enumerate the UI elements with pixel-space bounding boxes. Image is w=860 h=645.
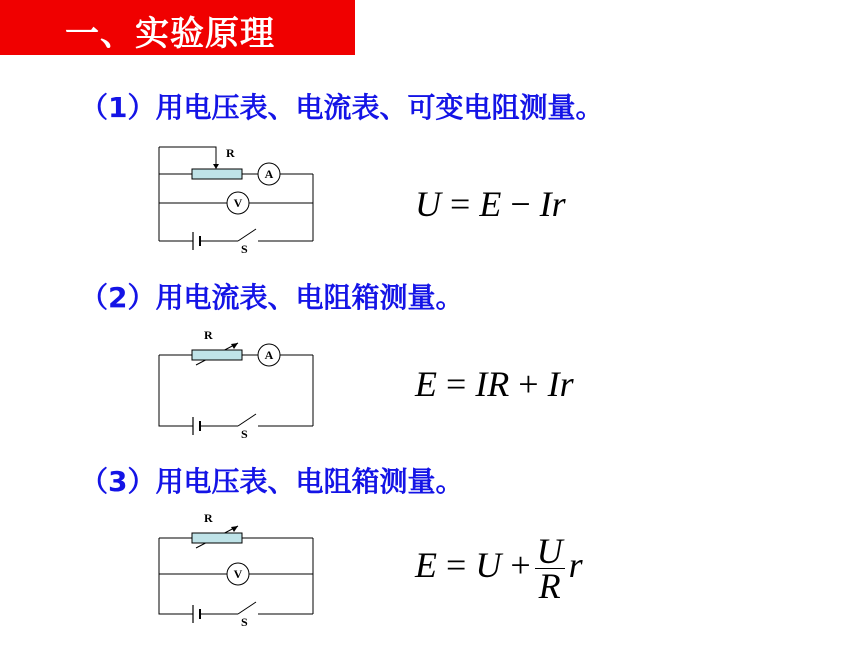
circuit-1-label-a: A bbox=[264, 167, 274, 181]
circuit-3-label-r: R bbox=[204, 511, 213, 525]
formula-2: E = IR + Ir bbox=[415, 364, 574, 404]
circuit-3-diagram bbox=[150, 508, 325, 638]
method-1-heading: （1）用电压表、电流表、可变电阻测量。 bbox=[80, 91, 604, 124]
circuit-1-diagram bbox=[150, 143, 325, 258]
formula-3: E = U + $\frac{U}{R}$ r bbox=[415, 531, 583, 606]
page-title: 一、实验原理 bbox=[65, 14, 275, 54]
circuit-2-label-a: A bbox=[264, 348, 274, 362]
circuit-3-label-s: S bbox=[241, 615, 248, 629]
method-3-heading: （3）用电压表、电阻箱测量。 bbox=[80, 465, 464, 498]
circuit-2-label-s: S bbox=[241, 427, 248, 440]
circuit-3-label-v: V bbox=[233, 567, 243, 581]
circuit-2-label-r: R bbox=[204, 328, 213, 342]
circuit-1-label-r: R bbox=[226, 146, 235, 160]
formula-3-fraction: $\frac{U}{R}$ bbox=[536, 531, 563, 606]
method-2-heading: （2）用电流表、电阻箱测量。 bbox=[80, 281, 464, 314]
circuit-1-label-v: V bbox=[233, 196, 243, 210]
formula-1: U = E − Ir bbox=[415, 184, 566, 224]
circuit-2-diagram bbox=[150, 325, 325, 440]
title-bar bbox=[0, 0, 355, 55]
circuit-1-label-s: S bbox=[241, 242, 248, 256]
